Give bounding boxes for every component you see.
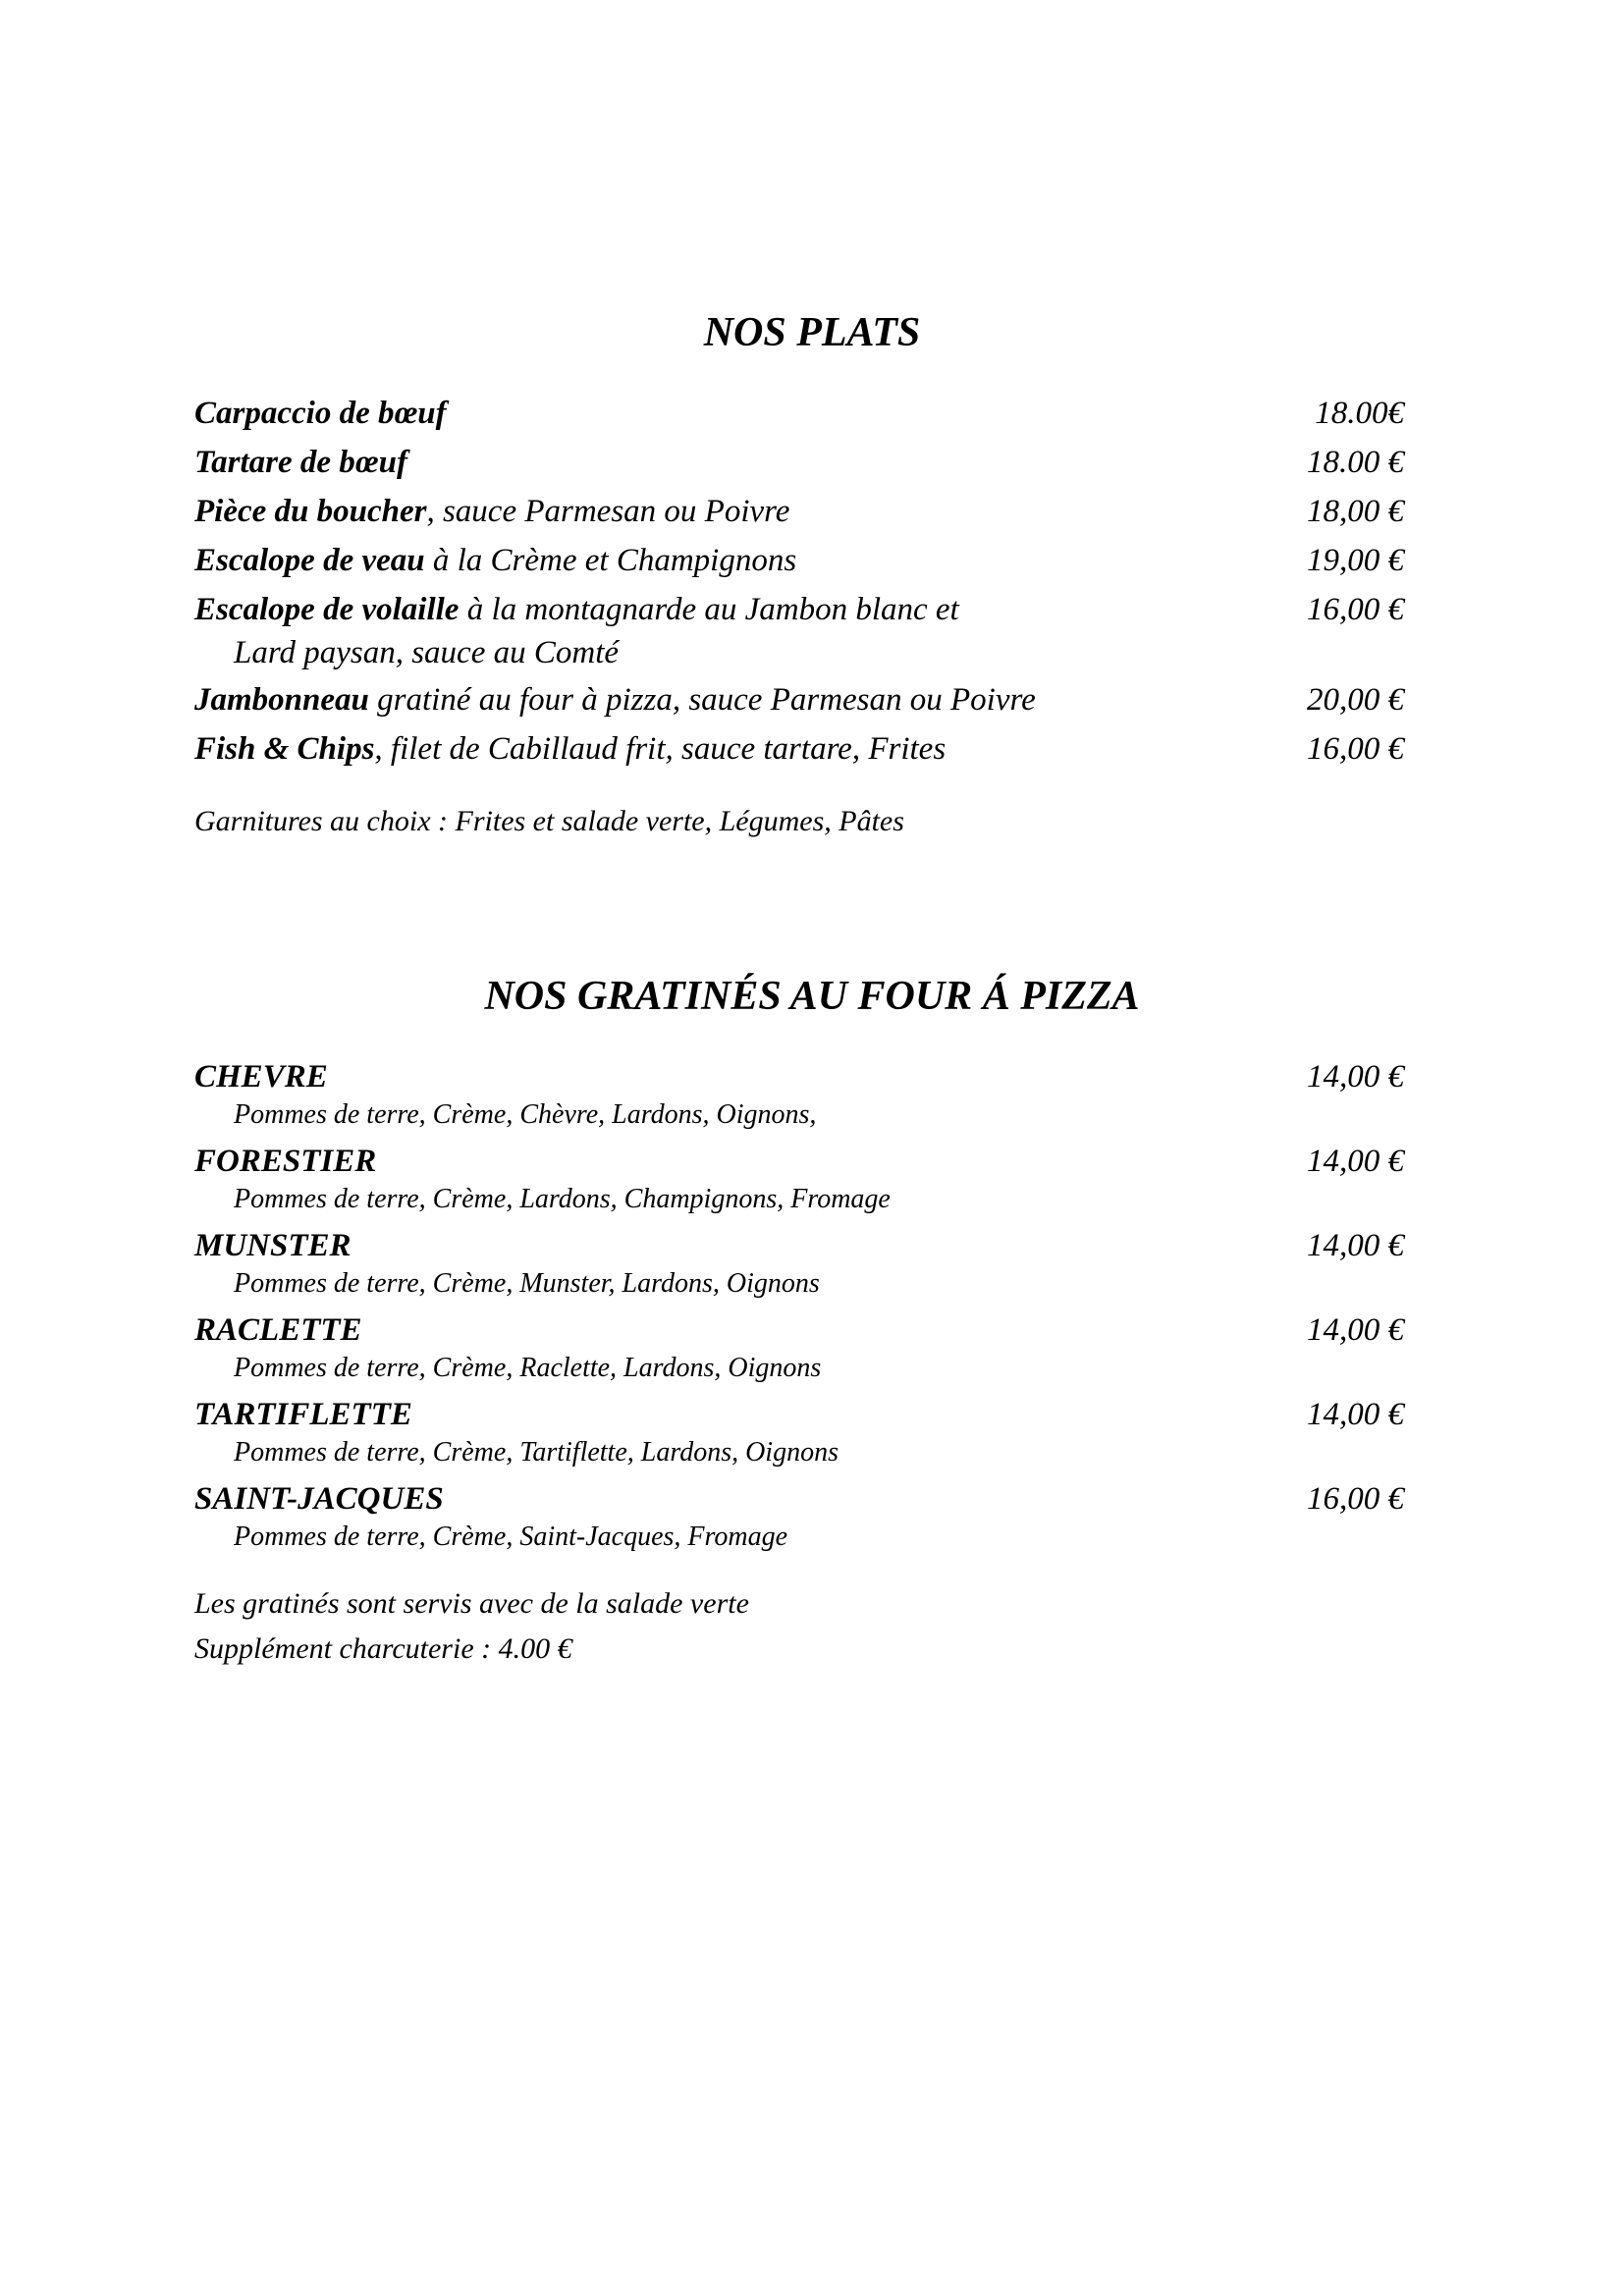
gratine-item-chevre [194,1054,1404,1099]
gratine-item-forestier [194,1139,1404,1184]
plat-detail-continuation: Lard paysan, sauce au Comté [234,635,620,670]
plat-price: 19,00 € [1307,543,1404,578]
gratine-ingredients: Pommes de terre, Crème, Munster, Lardons, Oignons [234,1268,820,1299]
gratines-salad-note: Les gratinés sont servis avec de la salade verte [194,1587,749,1620]
plat-name: Escalope de veau [194,543,425,578]
plat-price: 18.00 € [1307,445,1404,480]
gratine-name: SAINT-JACQUES [194,1481,444,1517]
gratine-name: RACLETTE [194,1312,362,1348]
gratine-ingredients: Pommes de terre, Crème, Saint-Jacques, Fromage [234,1522,788,1552]
gratine-ingredients: Pommes de terre, Crème, Chèvre, Lardons, Oignons, [234,1099,817,1130]
charcuterie-supplement-note: Supplément charcuterie : 4.00 € [194,1632,572,1665]
plat-item-tartare [194,440,1404,485]
gratine-name: TARTIFLETTE [194,1397,412,1432]
gratine-item-tartiflette [194,1392,1404,1437]
plat-item-escalope-de-veau [194,538,1404,583]
gratine-item-raclette [194,1308,1404,1353]
gratine-price: 14,00 € [1307,1059,1404,1095]
gratine-price: 14,00 € [1307,1397,1404,1432]
gratine-price: 14,00 € [1307,1228,1404,1263]
plat-name: Fish & Chips [194,731,375,767]
plat-price: 18,00 € [1307,494,1404,529]
gratine-price: 16,00 € [1307,1481,1404,1517]
plat-price: 20,00 € [1307,682,1404,718]
gratine-item-munster [194,1223,1404,1268]
plat-detail: , sauce Parmesan ou Poivre [426,494,790,529]
plat-item-jambonneau [194,677,1404,722]
plat-price: 16,00 € [1307,592,1404,627]
plat-name: Pièce du boucher [194,494,427,529]
plat-item-fish-and-chips [194,726,1404,772]
gratine-price: 14,00 € [1307,1144,1404,1179]
plat-detail: gratiné au four à pizza, sauce Parmesan ou Poivre [368,682,1036,718]
gratine-name: FORESTIER [194,1144,377,1179]
plat-price: 18.00€ [1315,396,1404,431]
plat-detail: à la montagnarde au Jambon blanc et [459,592,959,627]
gratines-title: NOS GRATINÉS AU FOUR Á PIZZA [484,974,1140,1019]
gratine-price: 14,00 € [1307,1312,1404,1348]
gratine-ingredients: Pommes de terre, Crème, Raclette, Lardons, Oignons [234,1353,822,1383]
plat-item-carpaccio [194,391,1404,436]
plat-detail: à la Crème et Champignons [424,543,797,578]
plat-item-piece-du-boucher [194,489,1404,534]
plat-name: Tartare de bœuf [194,445,407,480]
plat-name: Escalope de volaille [194,592,460,627]
plat-name: Jambonneau [194,682,369,718]
garnitures-note: Garnitures au choix : Frites et salade verte, Légumes, Pâtes [194,805,904,837]
gratine-item-saint-jacques [194,1476,1404,1522]
gratine-name: MUNSTER [194,1228,352,1263]
plat-item-escalope-de-volaille [194,587,1404,632]
plat-price: 16,00 € [1307,731,1404,767]
gratine-name: CHEVRE [194,1059,328,1095]
plat-name: Carpaccio de bœuf [194,396,447,431]
gratine-ingredients: Pommes de terre, Crème, Lardons, Champignons, Fromage [234,1184,891,1214]
plats-title: NOS PLATS [703,310,921,355]
plat-detail: , filet de Cabillaud frit, sauce tartare, Frites [374,731,947,767]
gratine-ingredients: Pommes de terre, Crème, Tartiflette, Lardons, Oignons [234,1437,839,1468]
